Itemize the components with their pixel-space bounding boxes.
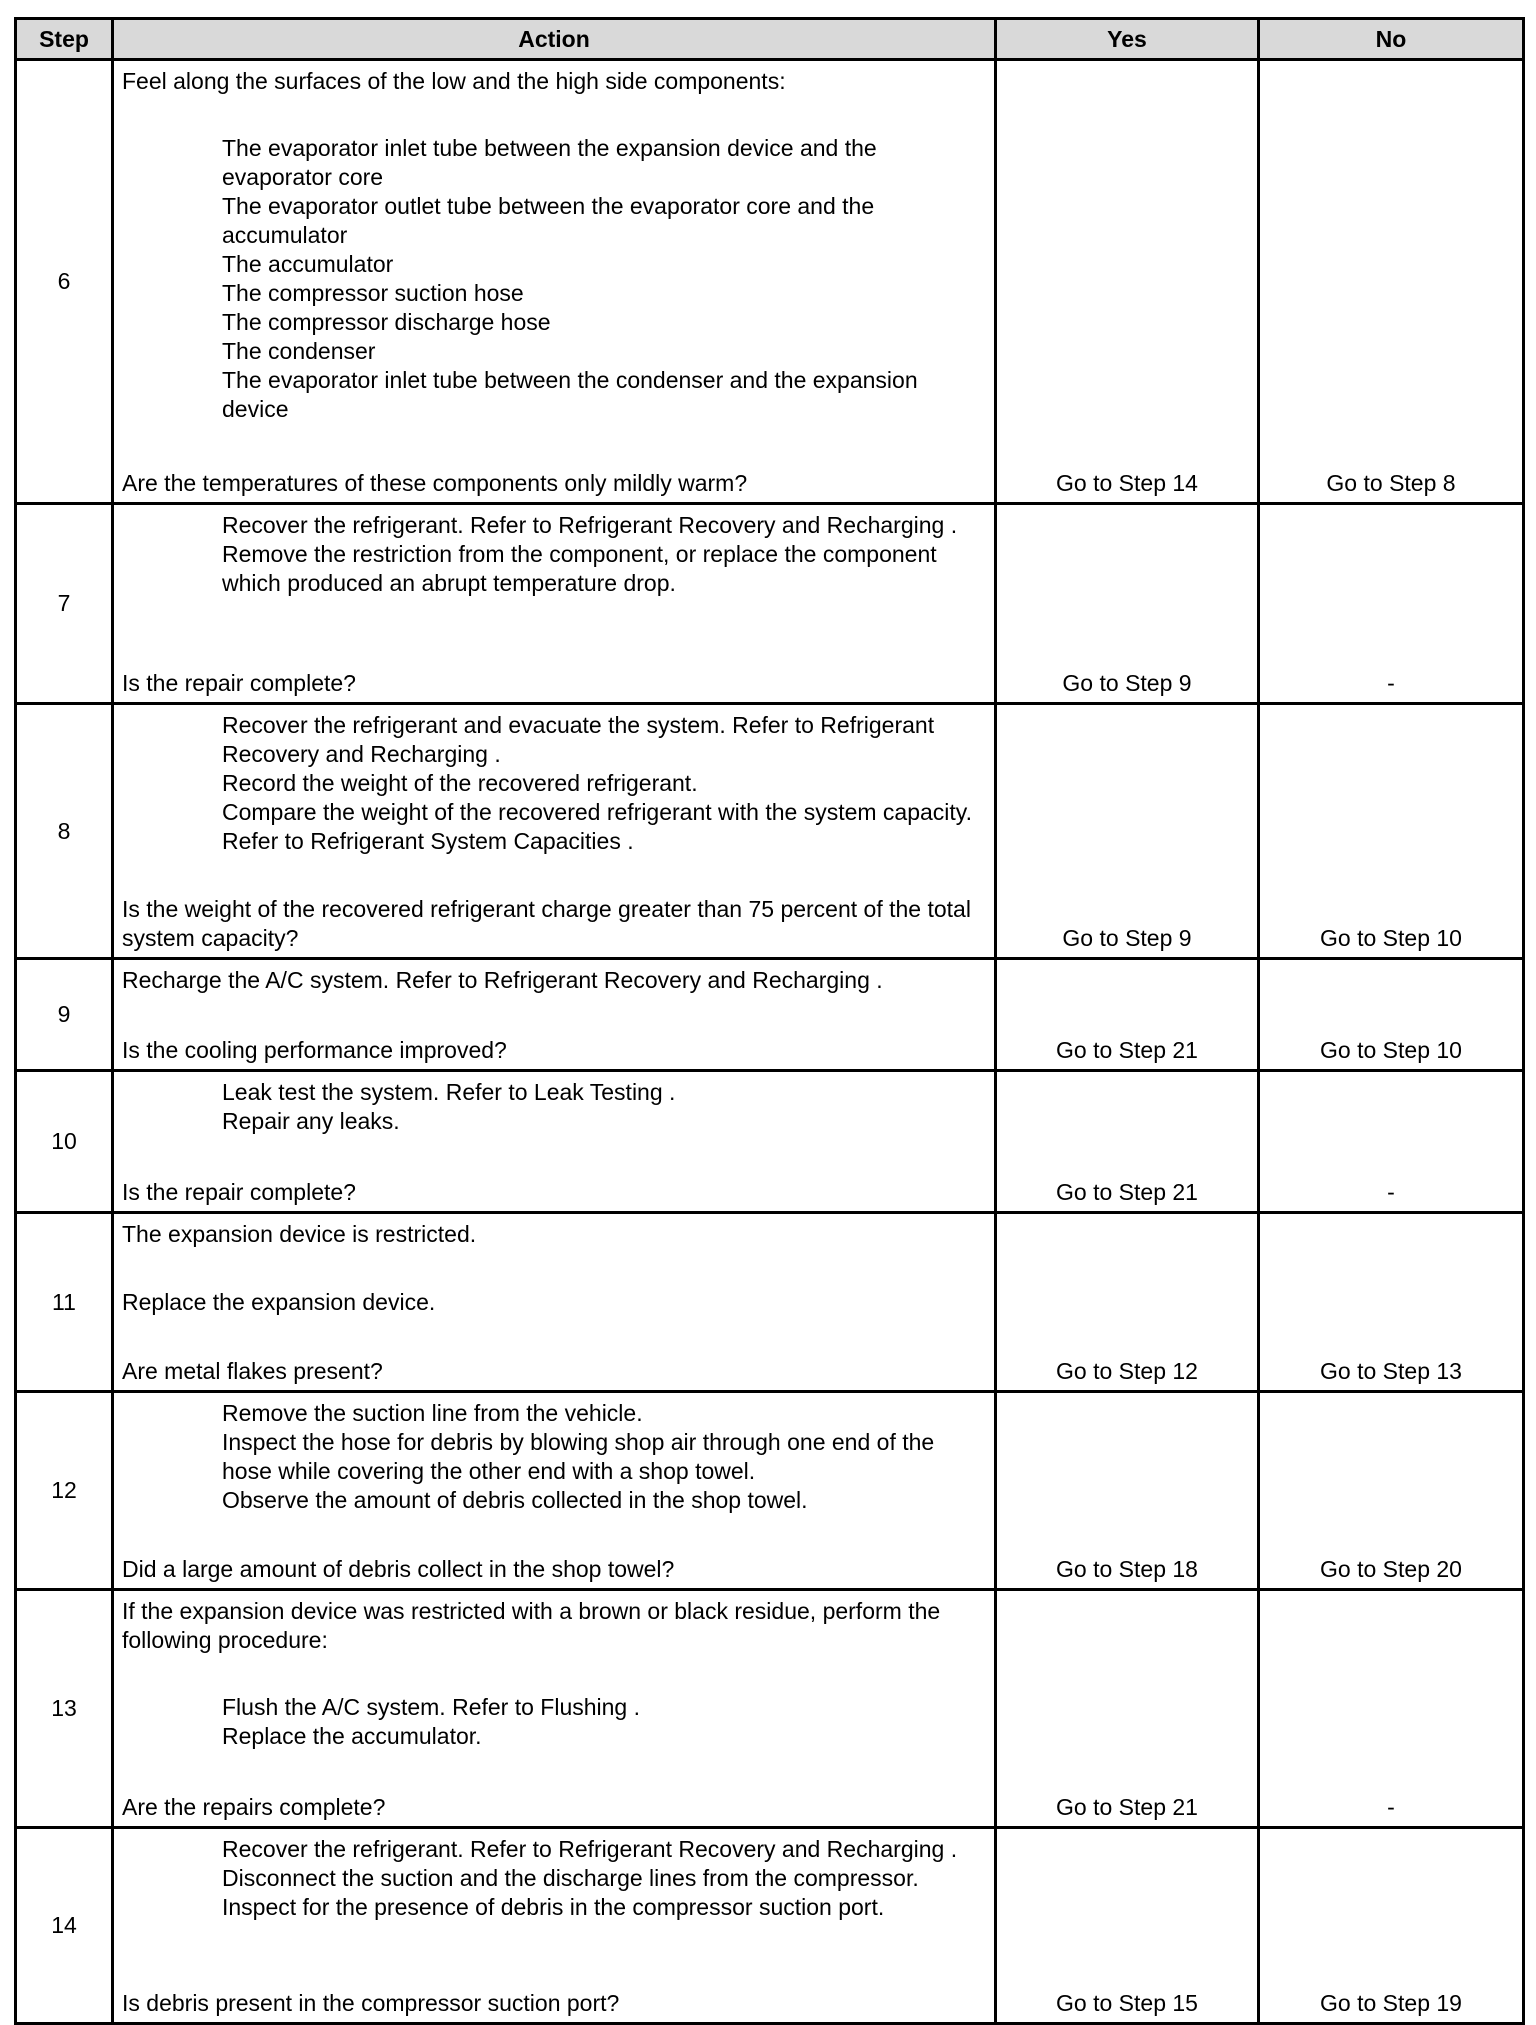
action-question: Is the weight of the recovered refrigerant charge greater than 75 percent of the total system capacity? (122, 896, 971, 951)
action-item: The accumulator (222, 251, 394, 277)
step-number: 9 (16, 959, 113, 1071)
action-intro: Recharge the A/C system. Refer to Refrigerant Recovery and Recharging . (122, 967, 883, 993)
table-row (16, 1213, 1524, 1392)
yes-outcome: Go to Step 21 (996, 1071, 1259, 1213)
action-cell (113, 704, 996, 959)
action-item: Inspect for the presence of debris in the compressor suction port. (222, 1894, 885, 1920)
no-outcome: Go to Step 20 (1259, 1392, 1524, 1590)
action-item: Leak test the system. Refer to Leak Testing . (222, 1079, 676, 1105)
action-question: Is the repair complete? (122, 1179, 356, 1205)
action-item: The evaporator inlet tube between the expansion device and the evaporator core (222, 135, 877, 190)
yes-outcome: Go to Step 9 (996, 704, 1259, 959)
action-list (122, 511, 986, 598)
table-row (16, 1392, 1524, 1590)
step-number: 10 (16, 1071, 113, 1213)
no-outcome: Go to Step 10 (1259, 959, 1524, 1071)
action-item: Flush the A/C system. Refer to Flushing . (222, 1694, 640, 1720)
action-list (122, 1693, 986, 1751)
action-item: Disconnect the suction and the discharge lines from the compressor. (222, 1865, 919, 1891)
no-outcome: Go to Step 8 (1259, 60, 1524, 504)
no-outcome: Go to Step 19 (1259, 1828, 1524, 2024)
step-number: 8 (16, 704, 113, 959)
yes-outcome: Go to Step 21 (996, 1590, 1259, 1828)
table-row (16, 1071, 1524, 1213)
action-question: Are the repairs complete? (122, 1794, 386, 1820)
action-item: The evaporator outlet tube between the evaporator core and the accumulator (222, 193, 875, 248)
action-list (122, 1399, 986, 1515)
action-item: The condenser (222, 338, 376, 364)
step-number: 11 (16, 1213, 113, 1392)
step-number: 7 (16, 504, 113, 704)
action-cell (113, 1071, 996, 1213)
action-cell (113, 60, 996, 504)
no-outcome: - (1259, 1071, 1524, 1213)
action-item: Remove the suction line from the vehicle. (222, 1400, 643, 1426)
action-item: Repair any leaks. (222, 1108, 400, 1134)
table-row (16, 1590, 1524, 1828)
yes-outcome: Go to Step 18 (996, 1392, 1259, 1590)
header-action: Action (113, 19, 996, 60)
no-outcome: Go to Step 13 (1259, 1213, 1524, 1392)
table-row (16, 959, 1524, 1071)
action-question: Is the repair complete? (122, 670, 356, 696)
action-cell (113, 959, 996, 1071)
action-question: Did a large amount of debris collect in the shop towel? (122, 1556, 675, 1582)
action-question: Is the cooling performance improved? (122, 1037, 507, 1063)
yes-outcome: Go to Step 15 (996, 1828, 1259, 2024)
action-item: Recover the refrigerant. Refer to Refrigerant Recovery and Recharging . (222, 1836, 958, 1862)
action-list (122, 134, 986, 424)
action-item: The compressor suction hose (222, 280, 524, 306)
action-cell (113, 1392, 996, 1590)
header-yes: Yes (996, 19, 1259, 60)
action-item: Recover the refrigerant and evacuate the system. Refer to Refrigerant Recovery and Recharging . (222, 712, 935, 767)
action-cell (113, 504, 996, 704)
action-list (122, 711, 986, 856)
action-cell (113, 1590, 996, 1828)
header-step: Step (16, 19, 113, 60)
action-intro: Feel along the surfaces of the low and the high side components: (122, 68, 786, 94)
yes-outcome: Go to Step 9 (996, 504, 1259, 704)
action-list (122, 1835, 986, 1922)
yes-outcome: Go to Step 12 (996, 1213, 1259, 1392)
yes-outcome: Go to Step 21 (996, 959, 1259, 1071)
action-item: Replace the accumulator. (222, 1723, 482, 1749)
action-intro-2: Replace the expansion device. (122, 1289, 436, 1315)
no-outcome: - (1259, 1590, 1524, 1828)
step-number: 13 (16, 1590, 113, 1828)
action-item: The evaporator inlet tube between the condenser and the expansion device (222, 367, 918, 422)
diagnostic-table (14, 17, 1525, 2025)
diagnostic-table-page (14, 17, 1522, 2025)
action-item: Inspect the hose for debris by blowing shop air through one end of the hose while covering the other end with a shop towel. (222, 1429, 935, 1484)
action-item: The compressor discharge hose (222, 309, 551, 335)
table-row (16, 60, 1524, 504)
no-outcome: Go to Step 10 (1259, 704, 1524, 959)
action-cell (113, 1213, 996, 1392)
step-number: 6 (16, 60, 113, 504)
action-question: Is debris present in the compressor suction port? (122, 1990, 620, 2016)
yes-outcome: Go to Step 14 (996, 60, 1259, 504)
action-question: Are the temperatures of these components only mildly warm? (122, 470, 748, 496)
action-item: Remove the restriction from the component, or replace the component which produced an abrupt temperature drop. (222, 541, 937, 596)
action-cell (113, 1828, 996, 2024)
header-row (16, 19, 1524, 60)
action-intro: The expansion device is restricted. (122, 1221, 477, 1247)
table-row (16, 1828, 1524, 2024)
action-question: Are metal flakes present? (122, 1358, 383, 1384)
header-no: No (1259, 19, 1524, 60)
table-row (16, 704, 1524, 959)
action-item: Record the weight of the recovered refrigerant. (222, 770, 698, 796)
action-item: Recover the refrigerant. Refer to Refrigerant Recovery and Recharging . (222, 512, 958, 538)
step-number: 12 (16, 1392, 113, 1590)
action-item: Compare the weight of the recovered refrigerant with the system capacity. Refer to Refrigerant System Capacities . (222, 799, 972, 854)
table-row (16, 504, 1524, 704)
action-intro: If the expansion device was restricted with a brown or black residue, perform the following procedure: (122, 1598, 941, 1653)
action-list (122, 1078, 986, 1136)
step-number: 14 (16, 1828, 113, 2024)
no-outcome: - (1259, 504, 1524, 704)
action-item: Observe the amount of debris collected in the shop towel. (222, 1487, 808, 1513)
